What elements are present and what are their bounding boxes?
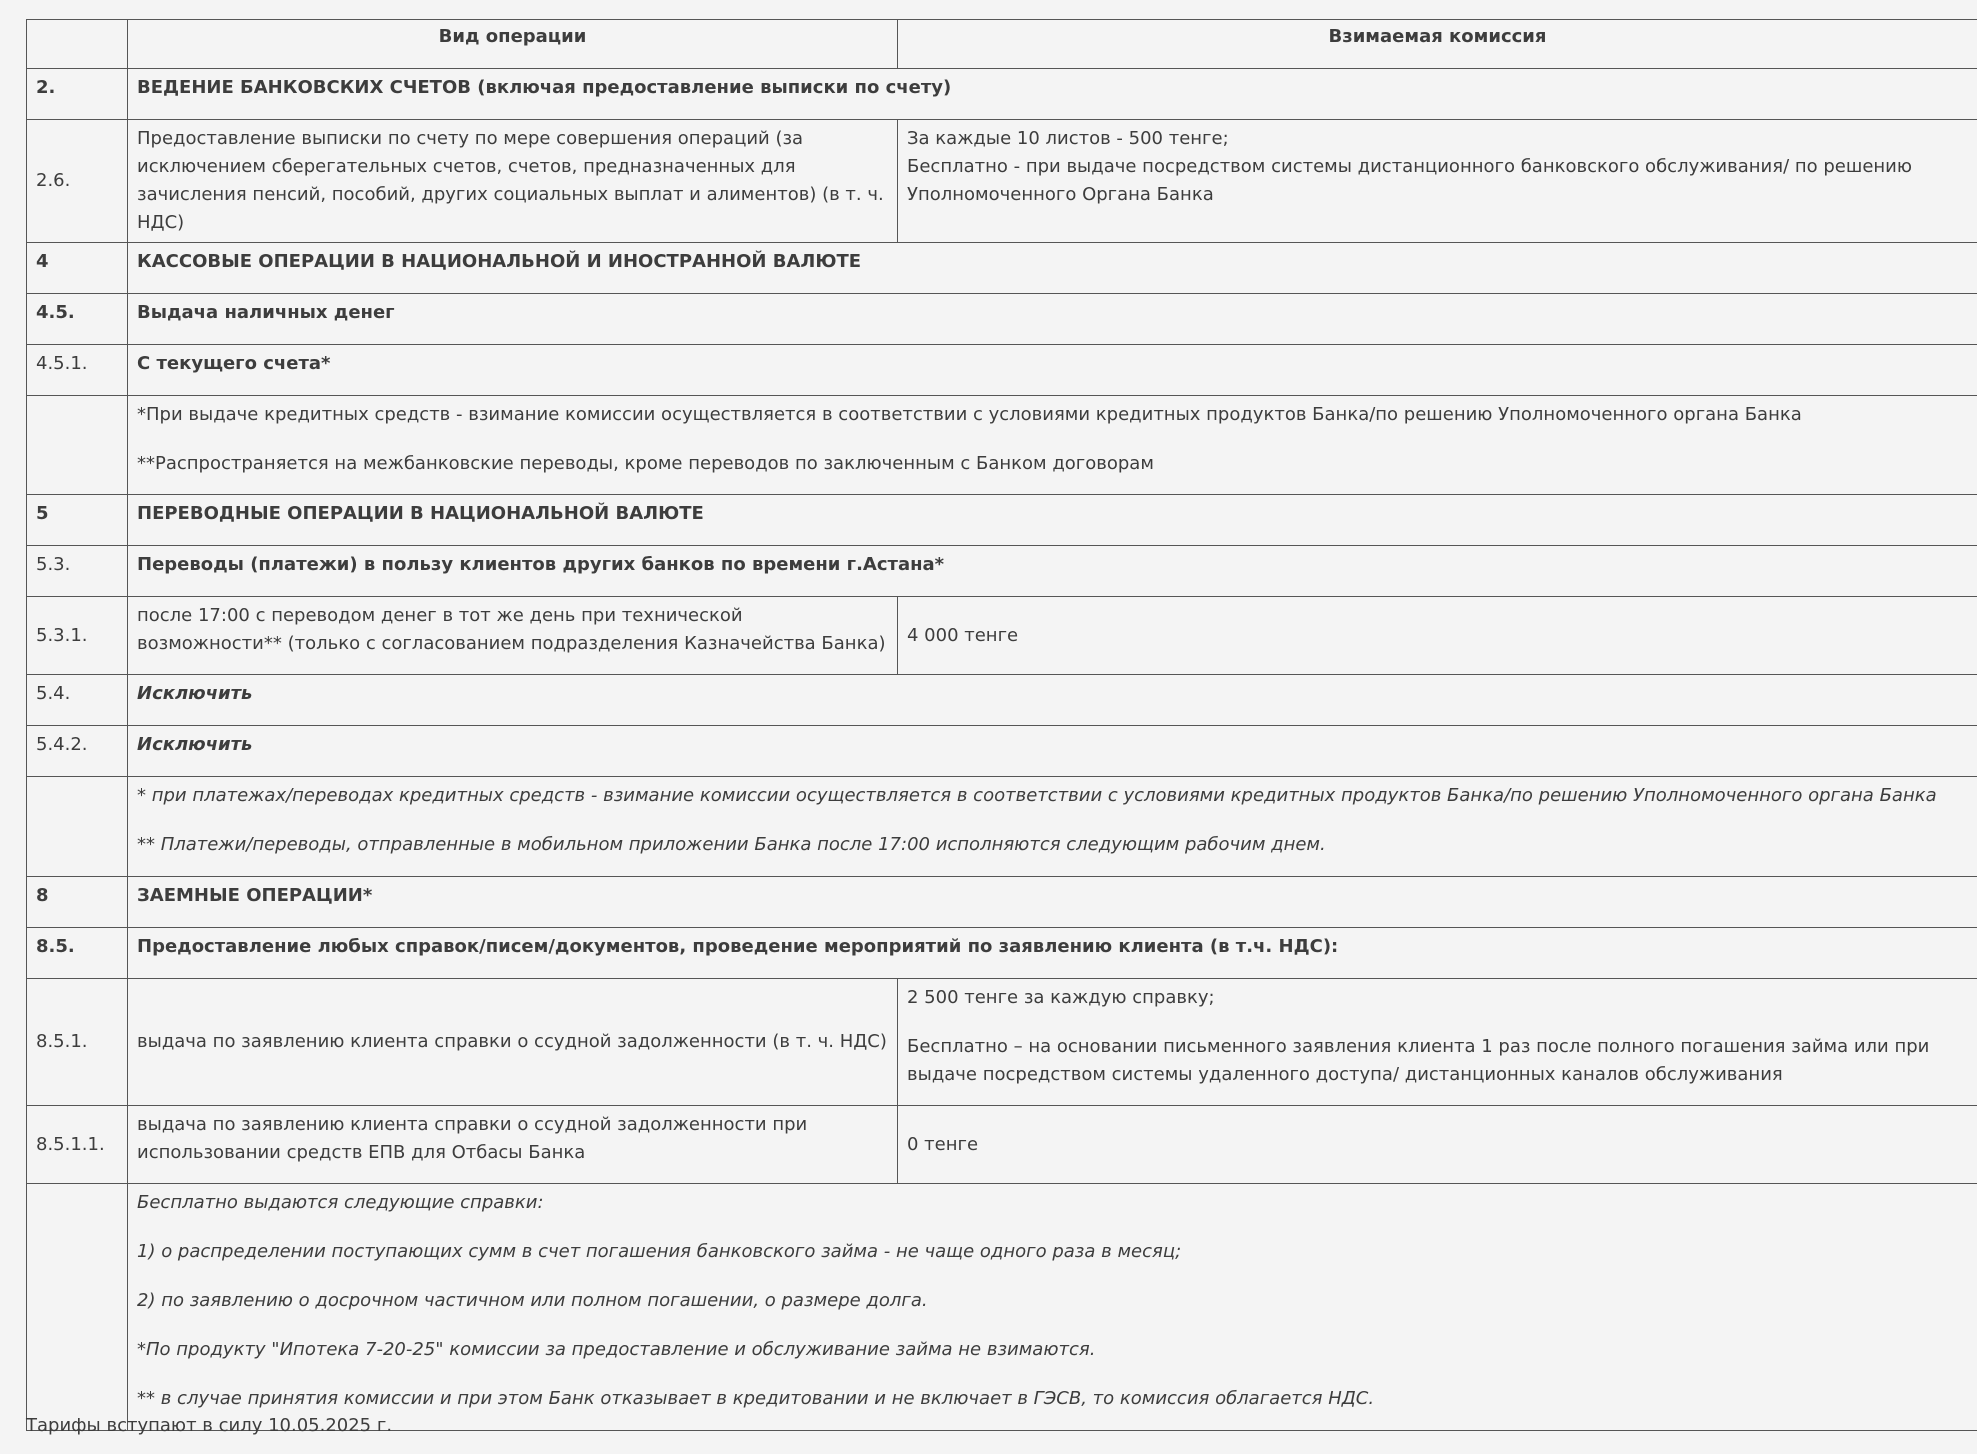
excluded-label: Исключить [128, 726, 1977, 777]
table-row [27, 294, 1977, 345]
commission-cell [898, 120, 1977, 243]
operation-text: Предоставление выписки по счету по мере совершения операций (за исключением сберегательных счетов, счетов, предназначенных для зачисления пенсий, пособий, других социальных выплат и алиментов) (в т. ч. НДС) [128, 120, 898, 243]
table-row [27, 726, 1977, 777]
table-row [27, 69, 1977, 120]
row-number: 8.5.1. [27, 979, 128, 1106]
operation-text: выдача по заявлению клиента справки о ссудной задолженности при использовании средств ЕПВ для Отбасы Банка [128, 1106, 898, 1184]
footnote: *По продукту "Ипотека 7-20-25" комиссии за предоставление и обслуживание займа не взимаются. [137, 1339, 1096, 1360]
commission-line: За каждые 10 листов - 500 тенге; [907, 128, 1229, 149]
table-row [27, 928, 1977, 979]
table-row [27, 979, 1977, 1106]
excluded-label: Исключить [128, 675, 1977, 726]
row-number: 8.5. [27, 928, 128, 979]
commission-line: Бесплатно - при выдаче посредством системы дистанционного банковского обслуживания/ по решению Уполномоченного Органа Банка [907, 156, 1913, 205]
operation-text: после 17:00 с переводом денег в тот же день при технической возможности** (только с согласованием подразделения Казначейства Банка) [128, 597, 898, 675]
footnote: ** в случае принятия комиссии и при этом Банк отказывает в кредитовании и не включает в ГЭСВ, то комиссия облагается НДС. [137, 1388, 1375, 1409]
table-row [27, 777, 1977, 877]
row-number: 2. [27, 69, 128, 120]
row-number: 4.5. [27, 294, 128, 345]
subsection-title: Предоставление любых справок/писем/документов, проведение мероприятий по заявлению клиента (в т.ч. НДС): [128, 928, 1977, 979]
footnote: ** Платежи/переводы, отправленные в мобильном приложении Банка после 17:00 исполняются следующим рабочим днем. [137, 834, 1326, 855]
commission-cell: 0 тенге [898, 1106, 1977, 1184]
row-number: 5.3. [27, 546, 128, 597]
table-row [27, 877, 1977, 928]
row-number: 5.3.1. [27, 597, 128, 675]
table-row [27, 546, 1977, 597]
section-title: ЗАЕМНЫЕ ОПЕРАЦИИ* [128, 877, 1977, 928]
table-row [27, 243, 1977, 294]
subsection-title: Переводы (платежи) в пользу клиентов других банков по времени г.Астана* [128, 546, 1977, 597]
commission-cell: 4 000 тенге [898, 597, 1977, 675]
footnote: Бесплатно выдаются следующие справки: [137, 1192, 544, 1213]
table-row [27, 495, 1977, 546]
operation-text: выдача по заявлению клиента справки о ссудной задолженности (в т. ч. НДС) [128, 979, 898, 1106]
row-number: 5.4.2. [27, 726, 128, 777]
row-number: 4 [27, 243, 128, 294]
footnote: 1) о распределении поступающих сумм в счет погашения банковского займа - не чаще одного раза в месяц; [137, 1241, 1182, 1262]
tariff-table [26, 19, 1977, 1431]
footnote-cell [128, 777, 1977, 877]
table-row [27, 345, 1977, 396]
row-number: 5 [27, 495, 128, 546]
subsection-title: Выдача наличных денег [128, 294, 1977, 345]
row-number: 4.5.1. [27, 345, 128, 396]
table-row [27, 396, 1977, 495]
footnote: *При выдаче кредитных средств - взимание комиссии осуществляется в соответствии с условиями кредитных продуктов Банка/по решению Уполномоченного органа Банка [137, 404, 1802, 425]
table-row [27, 1106, 1977, 1184]
table-row [27, 120, 1977, 243]
section-title: ВЕДЕНИЕ БАНКОВСКИХ СЧЕТОВ (включая предоставление выписки по счету) [128, 69, 1977, 120]
row-number: 2.6. [27, 120, 128, 243]
row-number: 8.5.1.1. [27, 1106, 128, 1184]
commission-cell [898, 979, 1977, 1106]
header-operation: Вид операции [128, 20, 898, 69]
footnote: **Распространяется на межбанковские переводы, кроме переводов по заключенным с Банком договорам [137, 453, 1154, 474]
section-title: КАССОВЫЕ ОПЕРАЦИИ В НАЦИОНАЛЬНОЙ И ИНОСТРАННОЙ ВАЛЮТЕ [128, 243, 1977, 294]
footnote-cell [128, 1184, 1977, 1431]
tariff-table-wrap [26, 19, 1977, 1431]
row-number [27, 396, 128, 495]
row-number: 8 [27, 877, 128, 928]
table-row [27, 675, 1977, 726]
table-row [27, 1184, 1977, 1431]
commission-line: 2 500 тенге за каждую справку; [907, 987, 1215, 1008]
row-number [27, 1184, 128, 1431]
row-number: 5.4. [27, 675, 128, 726]
header-commission: Взимаемая комиссия [898, 20, 1977, 69]
section-title: ПЕРЕВОДНЫЕ ОПЕРАЦИИ В НАЦИОНАЛЬНОЙ ВАЛЮТЕ [128, 495, 1977, 546]
footnote: * при платежах/переводах кредитных средств - взимание комиссии осуществляется в соответствии с условиями кредитных продуктов Банка/по решению Уполномоченного органа Банка [137, 785, 1937, 806]
footnote: 2) по заявлению о досрочном частичном или полном погашении, о размере долга. [137, 1290, 928, 1311]
row-number [27, 777, 128, 877]
commission-line: Бесплатно – на основании письменного заявления клиента 1 раз после полного погашения займа или при выдаче посредством системы удаленного доступа/ дистанционных каналов обслуживания [907, 1036, 1930, 1085]
table-header-row [27, 20, 1977, 69]
table-row [27, 597, 1977, 675]
footnote-cell [128, 396, 1977, 495]
subsection-title: С текущего счета* [128, 345, 1977, 396]
header-num-cell [27, 20, 128, 69]
effective-date-note: Тарифы вступают в силу 10.05.2025 г. [26, 1415, 393, 1436]
